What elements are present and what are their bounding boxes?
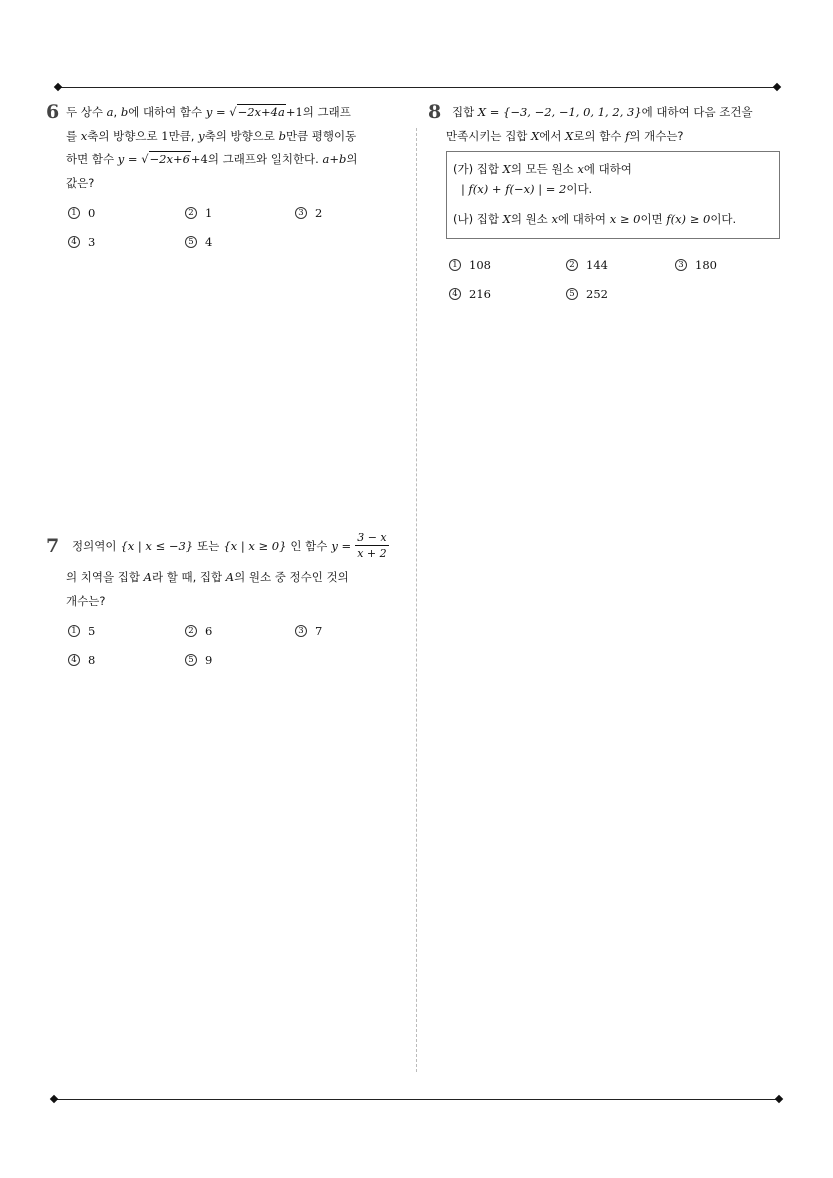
q8-choice-3[interactable]: 3 180	[675, 258, 717, 272]
question-8-text	[452, 101, 782, 125]
bottom-rule	[54, 1099, 780, 1100]
question-6-text	[66, 101, 396, 195]
q6-line-2: 를 x축의 방향으로 1만큼, y축의 방향으로 b만큼 평행이동	[66, 128, 357, 143]
q7-line-3: 개수는?	[66, 593, 106, 608]
q8-choice-1[interactable]: 1 108	[449, 258, 491, 272]
question-8-number: 8	[428, 101, 442, 123]
top-rule	[58, 87, 778, 88]
q8-choice-5[interactable]: 5 252	[566, 287, 608, 301]
condition-a-line-1: (가) 집합 X의 모든 원소 x에 대하여	[453, 162, 632, 176]
bottom-rule-left-diamond	[50, 1095, 58, 1103]
sqrt-expression-2: √−2x+6	[141, 152, 190, 166]
column-divider	[416, 128, 417, 1072]
q6-line-1: 두 상수 a, b에 대하여 함수 y = √−2x+4a+1의 그래프	[66, 101, 396, 125]
top-rule-right-diamond	[773, 83, 781, 91]
sqrt-expression-1: √−2x+4a	[229, 105, 285, 119]
q6-choice-5[interactable]: 5 4	[185, 235, 212, 249]
q7-choice-1[interactable]: 1 5	[68, 624, 95, 638]
q6-choice-1[interactable]: 1 0	[68, 206, 95, 220]
q7-choice-4[interactable]: 4 8	[68, 653, 95, 667]
q7-line-1: 정의역이 {x | x ≤ −3} 또는 {x | x ≥ 0} 인 함수 y = $\frac{3 - x}{x + 2}$	[72, 531, 387, 560]
q6-line-3: 하면 함수 y = √−2x+6+4의 그래프와 일치한다. a+b의	[66, 148, 396, 172]
top-rule-left-diamond	[54, 83, 62, 91]
condition-a-line-2: | f(x) + f(−x) | = 2이다.	[461, 182, 593, 196]
q6-choice-4[interactable]: 4 3	[68, 235, 95, 249]
q7-choice-3[interactable]: 3 7	[295, 624, 322, 638]
question-7-number: 7	[46, 535, 60, 557]
fraction: $\frac{3 - x}{x + 2}$	[357, 531, 387, 560]
q8-line-2: 만족시키는 집합 X에서 X로의 함수 f의 개수는?	[446, 129, 684, 143]
q6-choice-2[interactable]: 2 1	[185, 206, 212, 220]
question-6-number: 6	[46, 101, 60, 123]
q7-choice-5[interactable]: 5 9	[185, 653, 212, 667]
q8-line-1: 집합 X = {−3, −2, −1, 0, 1, 2, 3}에 대하여 다음 조건을	[452, 105, 753, 119]
condition-b-line: (나) 집합 X의 원소 x에 대하여 x ≥ 0이면 f(x) ≥ 0이다.	[453, 212, 737, 226]
q6-choice-3[interactable]: 3 2	[295, 206, 322, 220]
q8-choice-2[interactable]: 2 144	[566, 258, 608, 272]
q6-line-4: 값은?	[66, 175, 95, 190]
q8-choice-4[interactable]: 4 216	[449, 287, 491, 301]
q7-line-2: 의 치역을 집합 A라 할 때, 집합 A의 원소 중 정수인 것의	[66, 570, 349, 584]
bottom-rule-right-diamond	[775, 1095, 783, 1103]
question-7-text	[66, 566, 396, 613]
q7-choice-2[interactable]: 2 6	[185, 624, 212, 638]
